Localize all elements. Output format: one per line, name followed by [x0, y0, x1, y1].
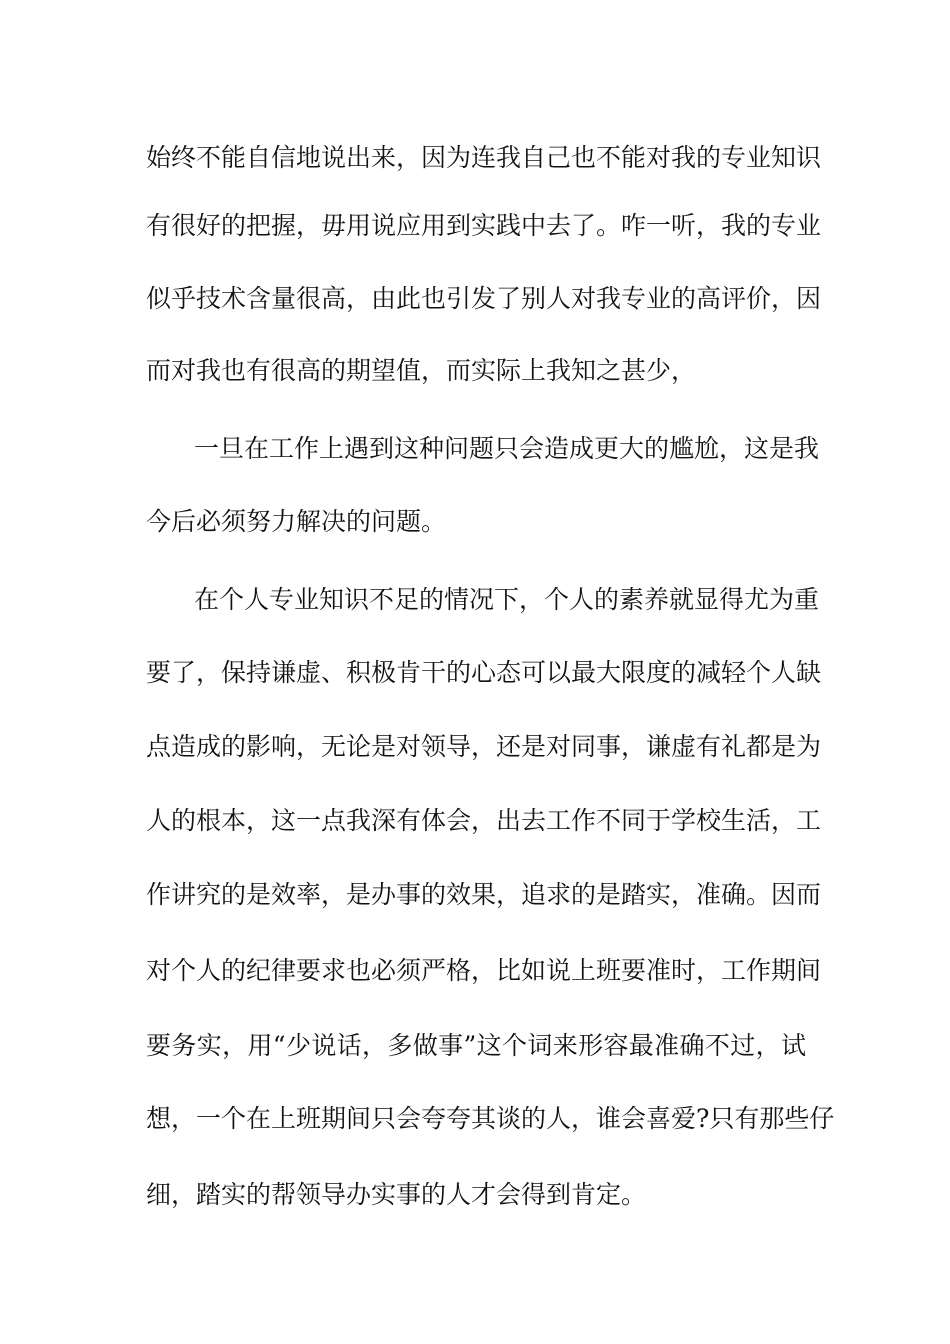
text-line-13: 要务实，用“少说话，多做事”这个词来形容最准确不过，试 [146, 1031, 806, 1060]
text-line-3: 似乎技术含量很高，由此也引发了别人对我专业的高评价，因 [146, 284, 822, 313]
text-line-11: 作讲究的是效率，是办事的效果，追求的是踏实，准确。因而 [146, 880, 822, 909]
text-line-9: 点造成的影响，无论是对领导，还是对同事，谦虚有礼都是为 [146, 732, 822, 761]
text-line-8: 要了，保持谦虚、积极肯干的心态可以最大限度的减轻个人缺 [146, 658, 822, 687]
text-line-6: 今后必须努力解决的问题。 [146, 507, 447, 536]
text-line-15: 细，踏实的帮领导办实事的人才会得到肯定。 [146, 1180, 647, 1209]
text-line-5: 一旦在工作上遇到这种问题只会造成更大的尴尬，这是我 [194, 434, 820, 463]
text-line-1: 始终不能自信地说出来，因为连我自己也不能对我的专业知识 [146, 143, 822, 172]
text-line-12: 对个人的纪律要求也必须严格，比如说上班要准时，工作期间 [146, 956, 822, 985]
text-line-4: 而对我也有很高的期望值，而实际上我知之甚少， [146, 356, 697, 385]
text-line-2: 有很好的把握，毋用说应用到实践中去了。咋一听，我的专业 [146, 211, 822, 240]
text-line-10: 人的根本，这一点我深有体会，出去工作不同于学校生活，工 [146, 806, 822, 835]
text-line-14: 想，一个在上班期间只会夸夸其谈的人，谁会喜爱?只有那些仔 [146, 1104, 835, 1133]
text-line-7: 在个人专业知识不足的情况下，个人的素养就显得尤为重 [194, 585, 820, 614]
